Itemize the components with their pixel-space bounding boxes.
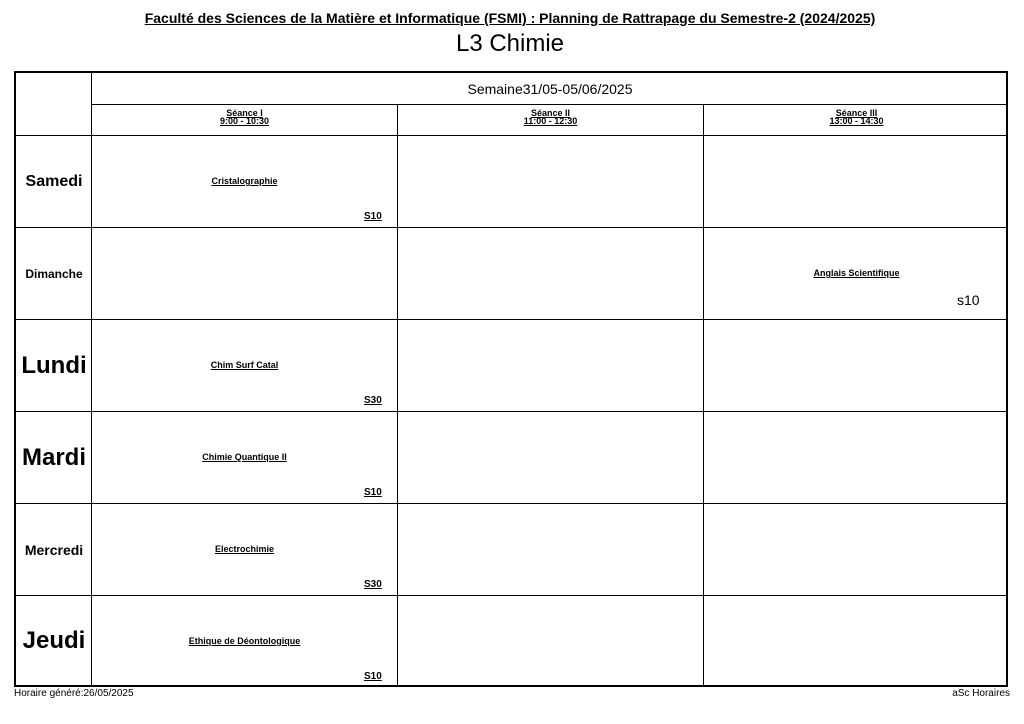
course-lundi: Chim Surf Catal xyxy=(210,360,279,370)
course-jeudi: Ethique de Déontologique xyxy=(188,636,301,646)
timetable-grid xyxy=(14,71,1008,687)
day-jeudi: Jeudi xyxy=(22,626,86,654)
seance-header-1 xyxy=(92,109,397,133)
day-mercredi: Mercredi xyxy=(24,541,84,558)
room-mercredi: S30 xyxy=(364,579,382,590)
week-label: Semaine31/05-05/06/2025 xyxy=(467,80,633,97)
class-title: L3 Chimie xyxy=(455,30,565,57)
generated-date: Horaire généré:26/05/2025 xyxy=(14,688,134,699)
course-samedi: Cristalographie xyxy=(211,176,278,186)
room-dimanche: s10 xyxy=(957,292,980,308)
day-samedi: Samedi xyxy=(25,172,83,190)
seance-time: 11:00 - 12:30 xyxy=(523,116,578,126)
seance-time: 13:00 - 14:30 xyxy=(829,116,884,126)
course-mardi: Chimie Quantique II xyxy=(202,452,287,462)
room-mardi: S10 xyxy=(364,487,382,498)
page-title: Faculté des Sciences de la Matière et Informatique (FSMI) : Planning de Rattrapage du Semestre-2 (2024/2025) xyxy=(144,10,876,26)
course-mercredi: Electrochimie xyxy=(214,544,275,554)
seance-header-3 xyxy=(704,109,1009,133)
day-mardi: Mardi xyxy=(21,443,86,471)
grid-line-row1 xyxy=(16,227,1008,228)
grid-line-row5 xyxy=(16,595,1008,596)
seance-name: Séance III xyxy=(835,108,878,118)
grid-line-seance2 xyxy=(703,104,704,685)
grid-line-row4 xyxy=(16,503,1008,504)
room-samedi: S10 xyxy=(364,211,382,222)
grid-line-week xyxy=(91,104,1008,105)
seance-name: Séance I xyxy=(226,108,263,118)
grid-line-seance1 xyxy=(397,104,398,685)
course-dimanche: Anglais Scientifique xyxy=(813,268,900,278)
grid-line-row3 xyxy=(16,411,1008,412)
room-jeudi: S10 xyxy=(364,671,382,682)
seance-name: Séance II xyxy=(530,108,571,118)
day-dimanche: Dimanche xyxy=(25,266,83,281)
brand-label: aSc Horaires xyxy=(952,688,1010,699)
room-lundi: S30 xyxy=(364,395,382,406)
seance-time: 9:00 - 10:30 xyxy=(219,116,270,126)
day-lundi: Lundi xyxy=(21,351,87,379)
grid-line-header xyxy=(16,135,1008,136)
seance-header-2 xyxy=(398,109,703,133)
grid-line-row2 xyxy=(16,319,1008,320)
